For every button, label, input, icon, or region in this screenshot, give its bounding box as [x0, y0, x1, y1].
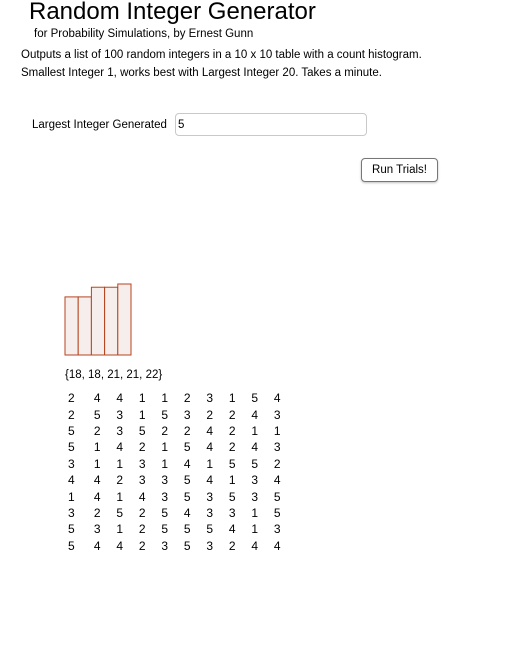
table-cell: 2: [228, 407, 236, 422]
largest-integer-label: Largest Integer Generated: [32, 119, 167, 131]
table-cell: 5: [183, 440, 191, 455]
table-cell: 5: [183, 489, 191, 504]
table-cell: 4: [116, 391, 124, 406]
table-cell: 4: [93, 473, 101, 488]
table-cell: 2: [183, 423, 191, 438]
table-cell: 4: [273, 473, 281, 488]
table-cell: 2: [68, 391, 75, 406]
table-cell: 5: [251, 391, 259, 406]
table-cell: 5: [116, 505, 124, 520]
table-cell: 5: [68, 522, 75, 537]
table-cell: 3: [251, 489, 259, 504]
table-cell: 2: [138, 440, 146, 455]
table-cell: 5: [206, 522, 214, 537]
table-cell: 1: [68, 489, 75, 504]
table-cell: 4: [251, 407, 259, 422]
table-cell: 2: [228, 440, 236, 455]
table-cell: 4: [93, 489, 101, 504]
table-cell: 3: [206, 391, 214, 406]
table-cell: 2: [228, 538, 236, 553]
table-cell: 1: [228, 473, 236, 488]
table-cell: 2: [138, 522, 146, 537]
table-cell: 2: [161, 423, 169, 438]
table-cell: 2: [93, 423, 101, 438]
table-cell: 5: [228, 489, 236, 504]
largest-integer-input[interactable]: [175, 113, 367, 136]
table-cell: 5: [273, 505, 281, 520]
table-cell: 4: [93, 538, 101, 553]
table-cell: 4: [138, 489, 146, 504]
table-cell: 3: [68, 456, 75, 471]
table-cell: 4: [273, 538, 281, 553]
table-cell: 3: [228, 505, 236, 520]
page-subtitle: for Probability Simulations, by Ernest Gunn: [34, 28, 254, 40]
table-cell: 3: [206, 505, 214, 520]
table-cell: 2: [93, 505, 101, 520]
table-cell: 2: [183, 391, 191, 406]
table-cell: 2: [206, 407, 214, 422]
table-cell: 5: [161, 407, 169, 422]
table-cell: 5: [161, 505, 169, 520]
table-cell: 5: [68, 440, 75, 455]
table-cell: 3: [273, 407, 281, 422]
table-cell: 3: [206, 489, 214, 504]
table-cell: 5: [93, 407, 101, 422]
table-cell: 1: [273, 423, 281, 438]
table-cell: 3: [273, 522, 281, 537]
table-cell: 2: [68, 407, 75, 422]
description-line-2: Smallest Integer 1, works best with Largest Integer 20. Takes a minute.: [21, 67, 382, 79]
table-cell: 1: [161, 456, 169, 471]
table-cell: 5: [273, 489, 281, 504]
table-cell: 4: [116, 538, 124, 553]
table-cell: 3: [138, 473, 146, 488]
table-cell: 3: [161, 538, 169, 553]
table-row: [62, 521, 289, 537]
table-cell: 5: [228, 456, 236, 471]
table-cell: 3: [116, 423, 124, 438]
table-cell: 5: [183, 473, 191, 488]
table-cell: 3: [161, 473, 169, 488]
table-cell: 3: [251, 473, 259, 488]
table-cell: 4: [183, 456, 191, 471]
histogram-bar: [78, 297, 91, 355]
table-cell: 2: [228, 423, 236, 438]
table-cell: 4: [251, 538, 259, 553]
table-cell: 5: [183, 522, 191, 537]
table-cell: 3: [68, 505, 75, 520]
table-cell: 1: [138, 391, 146, 406]
table-cell: 1: [251, 522, 259, 537]
table-cell: 5: [138, 423, 146, 438]
table-cell: 5: [68, 538, 75, 553]
table-cell: 4: [93, 391, 101, 406]
table-cell: 4: [206, 440, 214, 455]
table-cell: 4: [206, 473, 214, 488]
histogram-bar: [91, 287, 104, 355]
histogram-bar: [118, 284, 131, 355]
table-cell: 1: [161, 440, 169, 455]
table-cell: 1: [251, 505, 259, 520]
table-cell: 1: [206, 456, 214, 471]
table-cell: 4: [116, 440, 124, 455]
table-row: [62, 423, 289, 439]
table-cell: 5: [251, 456, 259, 471]
table-cell: 4: [251, 440, 259, 455]
table-row: [62, 406, 289, 422]
histogram-counts-label: {18, 18, 21, 21, 22}: [65, 369, 163, 381]
table-cell: 1: [116, 489, 124, 504]
table-row: [62, 456, 289, 472]
table-cell: 3: [273, 440, 281, 455]
table-cell: 1: [228, 391, 236, 406]
table-cell: 3: [116, 407, 124, 422]
random-integer-table: [62, 390, 289, 554]
table-cell: 1: [138, 407, 146, 422]
table-cell: 1: [116, 456, 124, 471]
table-cell: 2: [138, 538, 146, 553]
table-cell: 3: [161, 489, 169, 504]
histogram-bar: [105, 287, 118, 355]
table-cell: 1: [161, 391, 169, 406]
table-cell: 1: [251, 423, 259, 438]
table-row: [62, 472, 289, 488]
table-cell: 2: [273, 456, 281, 471]
page-title: Random Integer Generator: [29, 0, 316, 25]
table-cell: 1: [93, 440, 101, 455]
table-cell: 4: [206, 423, 214, 438]
table-cell: 2: [116, 473, 124, 488]
table-row: [62, 488, 289, 504]
histogram-bar: [65, 297, 78, 355]
table-cell: 5: [68, 423, 75, 438]
table-row: [62, 538, 289, 554]
table-cell: 4: [273, 391, 281, 406]
table-row: [62, 390, 289, 406]
table-cell: 1: [116, 522, 124, 537]
table-cell: 5: [161, 522, 169, 537]
table-cell: 4: [228, 522, 236, 537]
description-line-1: Outputs a list of 100 random integers in a 10 x 10 table with a count histogram.: [21, 49, 422, 61]
table-row: [62, 505, 289, 521]
table-cell: 5: [183, 538, 191, 553]
run-trials-button[interactable]: Run Trials!: [361, 158, 438, 182]
table-cell: 3: [183, 407, 191, 422]
table-cell: 3: [206, 538, 214, 553]
table-cell: 4: [68, 473, 75, 488]
table-cell: 3: [93, 522, 101, 537]
table-row: [62, 439, 289, 455]
table-cell: 3: [138, 456, 146, 471]
table-cell: 4: [183, 505, 191, 520]
table-cell: 1: [93, 456, 101, 471]
table-cell: 2: [138, 505, 146, 520]
